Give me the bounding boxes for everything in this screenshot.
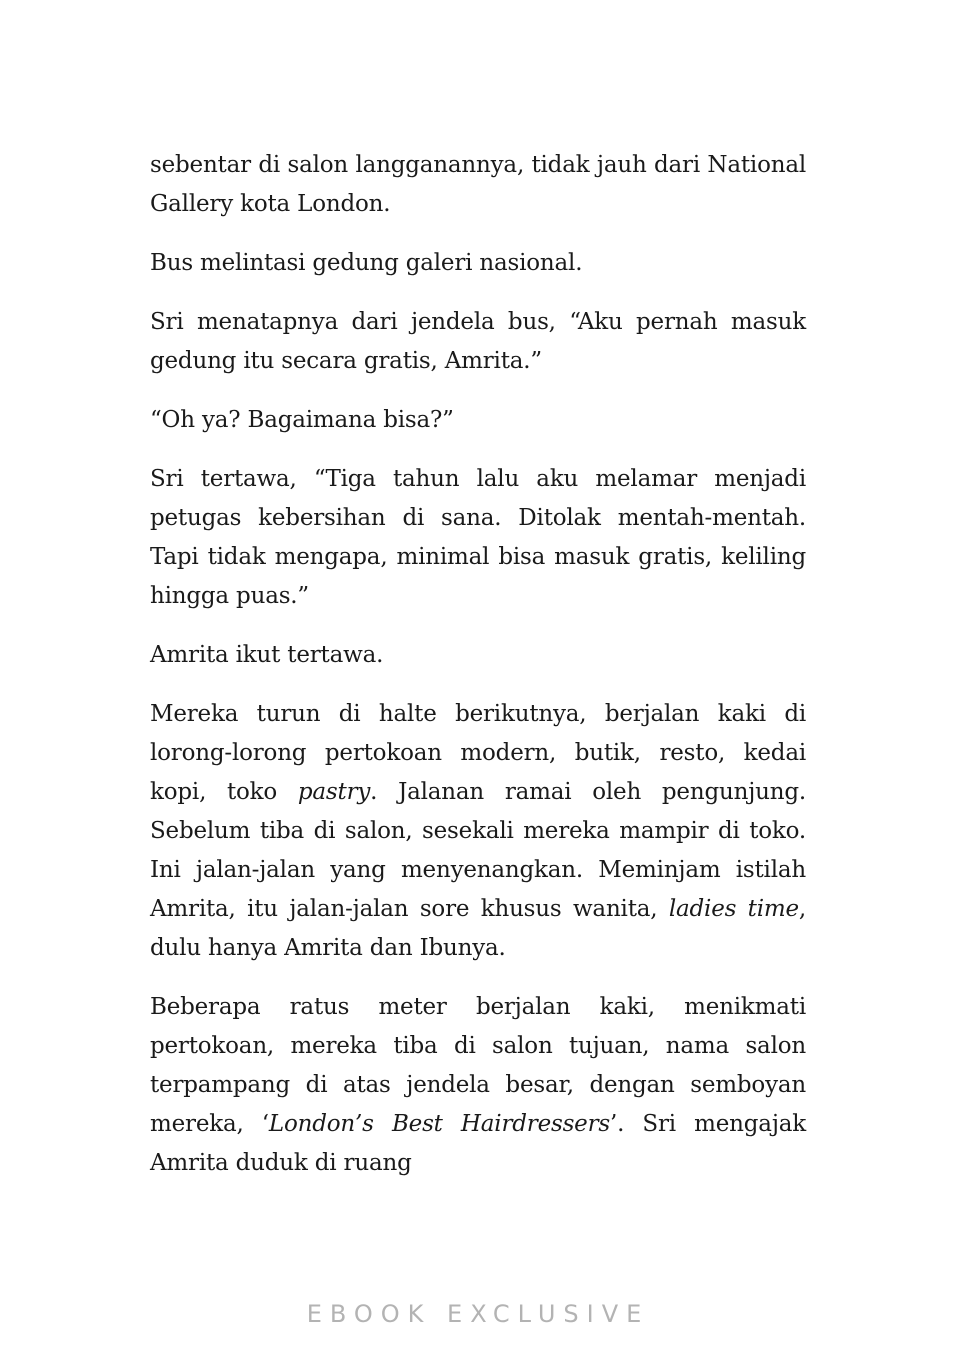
paragraph-text: , dulu hanya Amrita dan Ibunya. [150, 896, 806, 961]
page-body [150, 146, 806, 1203]
paragraph-text: “Oh ya? Bagaimana bisa?” [150, 407, 454, 433]
paragraph-text: Beberapa ratus meter berjalan kaki, menikmati pertokoan, mereka tiba di salon tujuan, nama salon terpampang di atas jendela besar, dengan semboyan mereka, ‘ [150, 994, 806, 1137]
paragraph-text: ’. Sri mengajak Amrita duduk di ruang [150, 1111, 806, 1176]
footer-watermark: EBOOK EXCLUSIVE [306, 1300, 650, 1328]
paragraph-2 [150, 244, 806, 283]
paragraph-1 [150, 146, 806, 224]
paragraph-text: Sri tertawa, “Tiga tahun lalu aku melamar menjadi petugas kebersihan di sana. Ditolak mentah-mentah. Tapi tidak mengapa, minimal bisa masuk gratis, keliling hingga puas.” [150, 466, 806, 609]
paragraph-8 [150, 988, 806, 1183]
paragraph-4 [150, 401, 806, 440]
paragraph-7 [150, 695, 806, 968]
italic-term: pastry [297, 779, 371, 805]
paragraph-text: Bus melintasi gedung galeri nasional. [150, 250, 583, 276]
paragraph-text: Mereka turun di halte berikutnya, berjalan kaki di lorong-lorong pertokoan modern, butik, resto, kedai kopi, toko [150, 701, 806, 805]
paragraph-3 [150, 303, 806, 381]
paragraph-text: . Jalanan ramai oleh pengunjung. Sebelum tiba di salon, sesekali mereka mampir di toko. Ini jalan-jalan yang menyenangkan. Meminjam istilah Amrita, itu jalan-jalan sore khusus wanita, [150, 779, 806, 922]
paragraph-6 [150, 636, 806, 675]
italic-term: London’s Best Hairdressers [268, 1111, 610, 1137]
paragraph-text: Amrita ikut tertawa. [150, 642, 384, 668]
paragraph-text: sebentar di salon langganannya, tidak jauh dari National Gallery kota London. [150, 152, 806, 217]
italic-term: ladies time [668, 896, 799, 922]
paragraph-text: Sri menatapnya dari jendela bus, “Aku pernah masuk gedung itu secara gratis, Amrita.” [150, 309, 806, 374]
paragraph-5 [150, 460, 806, 616]
